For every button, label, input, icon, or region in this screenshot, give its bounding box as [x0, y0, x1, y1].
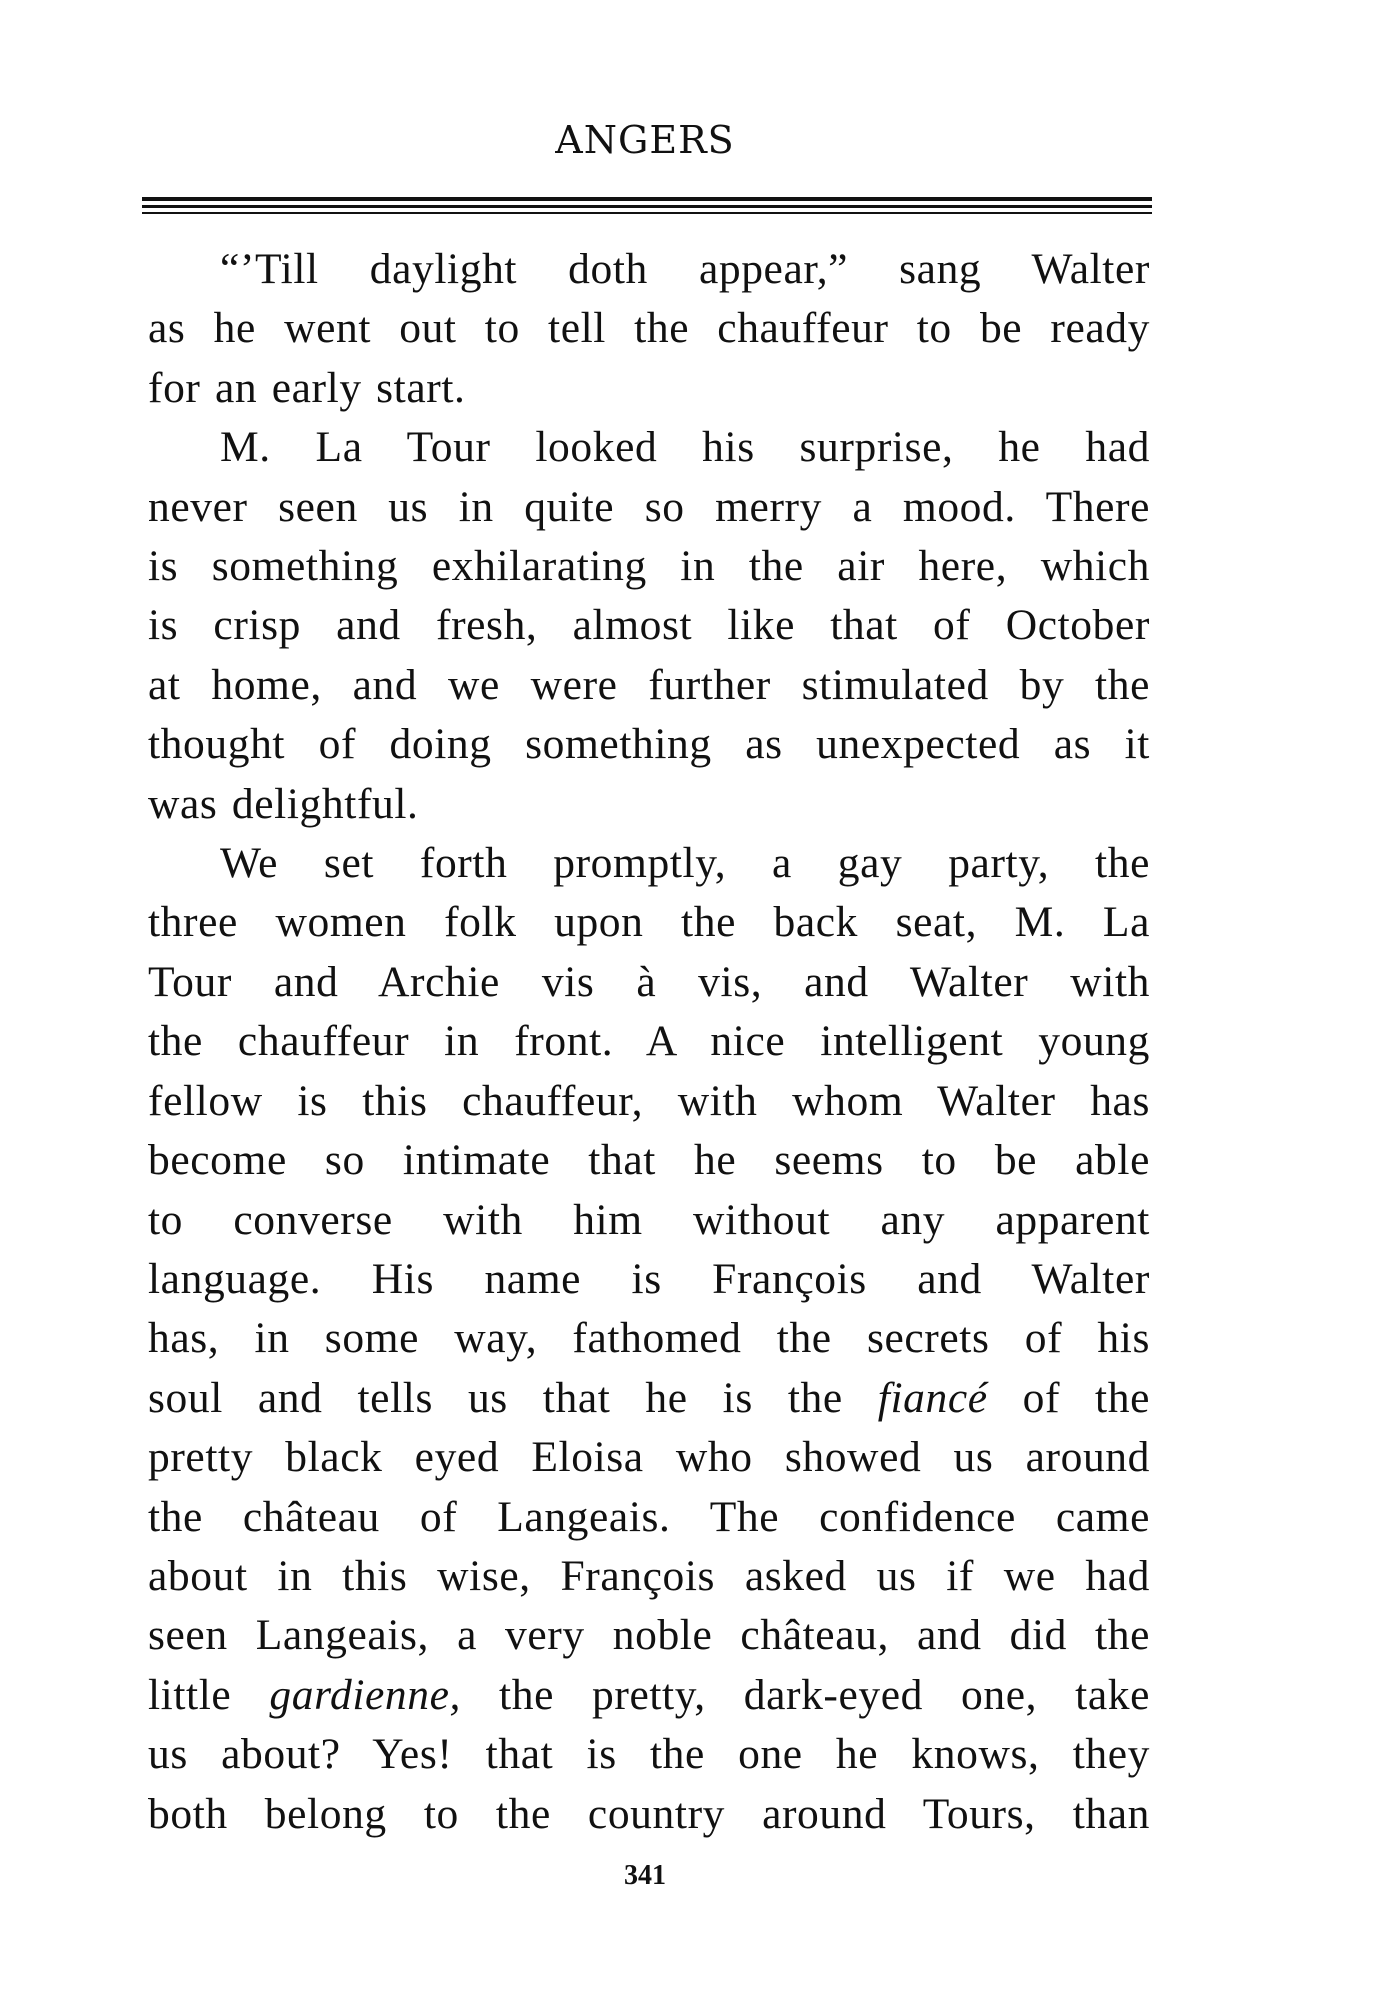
text-line: both belong to the country around Tours, than: [148, 1789, 1150, 1838]
text-line: about in this wise, François asked us if we had: [148, 1551, 1150, 1600]
body-text: [148, 240, 1150, 1844]
text-line: become so intimate that he seems to be able: [148, 1136, 1150, 1185]
header-rule-top: [142, 197, 1152, 201]
line-segment: of the: [1022, 1373, 1150, 1422]
text-line: thought of doing something as unexpected as it: [148, 720, 1150, 769]
text-line-with-italic: [148, 1369, 1150, 1428]
text-line: is something exhilarating in the air here, which: [148, 542, 1150, 591]
text-line: “’Till daylight doth appear,” sang Walter: [220, 245, 1150, 293]
text-line: at home, and we were further stimulated by the: [148, 660, 1150, 709]
text-line: We set forth promptly, a gay party, the: [220, 839, 1150, 888]
text-line: Tour and Archie vis à vis, and Walter with: [148, 957, 1150, 1006]
header-rule-middle: [142, 205, 1152, 208]
text-line: has, in some way, fathomed the secrets of his: [148, 1314, 1150, 1363]
text-line: to converse with him without any apparent: [148, 1195, 1150, 1244]
header-rule-bottom: [142, 212, 1152, 214]
text-line: M. La Tour looked his surprise, he had: [220, 423, 1150, 472]
text-line: us about? Yes! that is the one he knows, they: [148, 1730, 1150, 1779]
text-line: for an early start.: [148, 363, 466, 412]
text-line: is crisp and fresh, almost like that of October: [148, 601, 1150, 650]
text-line: language. His name is François and Walter: [148, 1254, 1150, 1303]
text-line: three women folk upon the back seat, M. La: [148, 898, 1150, 947]
text-line: as he went out to tell the chauffeur to be ready: [148, 304, 1150, 353]
text-line: was delightful.: [148, 779, 419, 828]
text-line: the chauffeur in front. A nice intelligent young: [148, 1017, 1150, 1066]
line-segment: the pretty, dark-eyed one, take: [499, 1670, 1150, 1719]
text-line-with-italic: [148, 1666, 1150, 1725]
running-head-title: ANGERS: [555, 118, 735, 162]
italic-word-fiance: fiancé: [877, 1373, 988, 1422]
line-segment: little: [148, 1670, 232, 1719]
page-number: 341: [624, 1860, 666, 1891]
text-line: seen Langeais, a very noble château, and did the: [148, 1611, 1150, 1660]
italic-word-gardienne: gardienne,: [269, 1670, 462, 1719]
text-line: pretty black eyed Eloisa who showed us around: [148, 1433, 1150, 1482]
text-line: never seen us in quite so merry a mood. There: [148, 482, 1150, 531]
text-line: fellow is this chauffeur, with whom Walter has: [148, 1076, 1150, 1125]
text-line: the château of Langeais. The confidence came: [148, 1492, 1150, 1541]
line-segment: soul and tells us that he is the: [148, 1373, 843, 1422]
